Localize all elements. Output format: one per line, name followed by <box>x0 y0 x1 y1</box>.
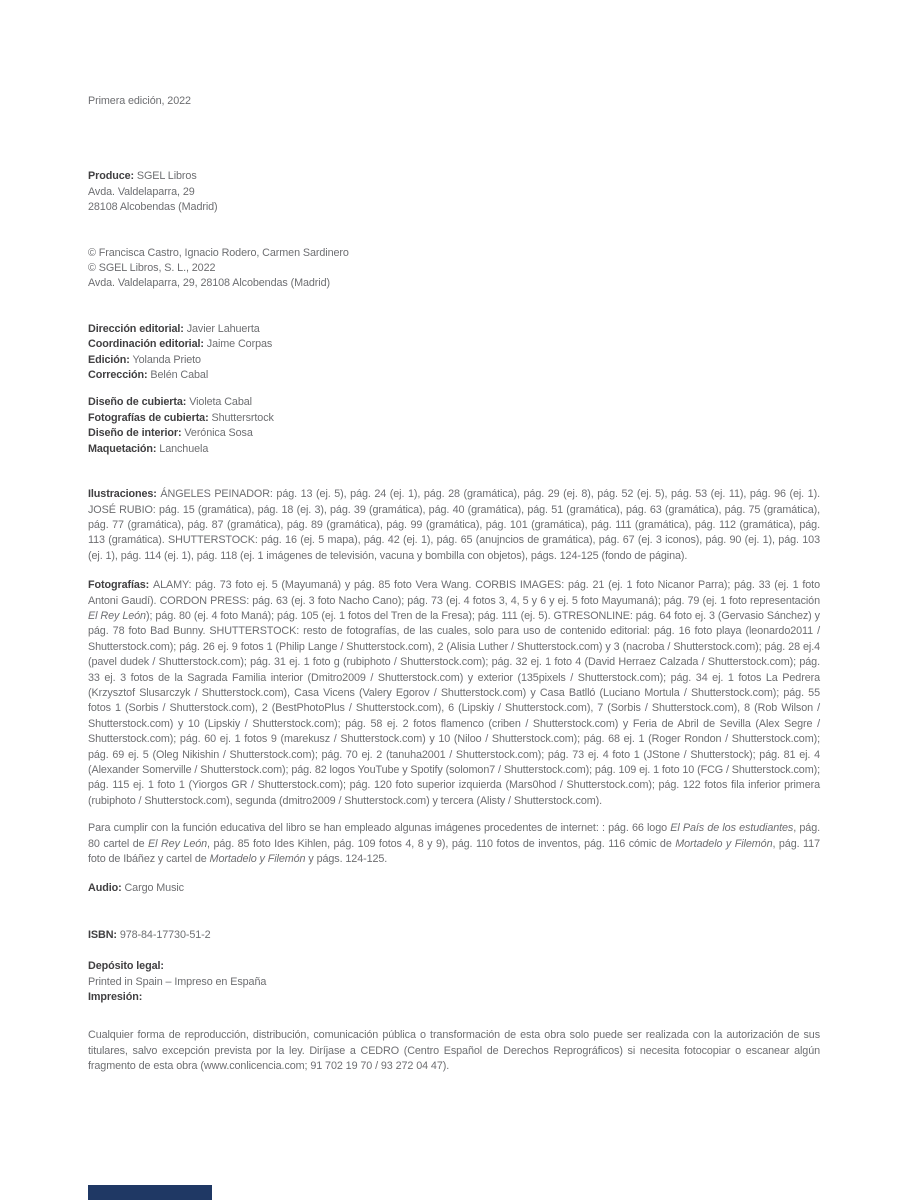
illustrations-paragraph: Ilustraciones: ÁNGELES PEINADOR: pág. 13 (ej. 5), pág. 24 (ej. 1), pág. 28 (gramática), pág. 29 (ej. 8), pág. 52 (ej. 5), pág. 53 (ej. 11), pág. 96 (ej. 1). JOSÉ RUBIO: pág. 15 (gramática), pág. 18 (ej. 3), pág. 39 (gramática), pág. 40 (gramática), pág. 51 (gramática), pág. 63 (gramática), pág. 75 (gramática), pág. 77 (gramática), pág. 87 (gramática), pág. 89 (gramática), pág. 99 (gramática), pág. 101 (gramática), pág. 111 (gramática), pág. 112 (gramática), pág. 113 (gramática). SHUTTERSTOCK: pág. 16 (ej. 5 mapa), pág. 42 (ej. 1), pág. 65 (anujncios de gramática), pág. 67 (ej. 3 iconos), pág. 90 (ej. 1), pág. 103 (ej. 1), pág. 114 (ej. 1), pág. 118 (ej. 1 imágenes de televisión, vacuna y bombilla con objetos), págs. 124-125 (fondo de página). <box>88 488 820 562</box>
credit-label: Fotografías de cubierta: <box>88 411 209 424</box>
copyright-line-3: Avda. Valdelaparra, 29, 28108 Alcobendas (Madrid) <box>88 277 330 290</box>
credit-row-edicion <box>88 353 820 368</box>
editorial-credits-block <box>88 322 820 384</box>
producer-label: Produce: <box>88 170 134 183</box>
credit-value: Jaime Corpas <box>206 338 273 351</box>
photographs-paragraph: Fotografías: ALAMY: pág. 73 foto ej. 5 (Mayumaná) y pág. 85 foto Vera Wang. CORBIS IMAGES: pág. 21 (ej. 1 foto Nicanor Parra); pág. 33 (ej. 1 foto Antoni Gaudí). CORDON PRESS: pág. 63 (ej. 3 foto Nacho Cano); pág. 73 (ej. 4 fotos 3, 4, 5 y 6 y ej. 5 foto Mayumaná); pág. 79 (ej. 1 foto representación El Rey León); pág. 80 (ej. 4 foto Maná); pág. 105 (ej. 1 fotos del Tren de la Fresa); pág. 111 (ej. 5). GTRESONLINE: pág. 64 foto ej. 3 (Gervasio Sánchez) y pág. 78 foto Bad Bunny. SHUTTERSTOCK: resto de fotografías, de las cuales, solo para uso de contenido editorial: pág. 16 foto playa (leonardo2011 / Shutterstock.com); pág. 26 ej. 9 fotos 1 (Philip Lange / Shutterstock.com), 2 (Alisia Luther / Shutterstock.com) y 3 (nacroba / Shutterstock.com); pág. 28 ej.4 (pavel dudek / Shutterstock.com); pág. 31 ej. 1 foto g (rubiphoto / Shutterstock.com); pág. 32 ej. 1 foto 4 (David Herraez Calzada / Shutterstock.com); pág. 33 ej. 3 fotos de la Sagrada Familia interior (Dmitro2009 / Shutterstock.com) y exterior (135pixels / Shutterstock.com); pág. 34 ej. 1 fotos La Pedrera (Krzysztof Slusarczyk / Shutterstock.com), Casa Vicens (Valery Egorov / Shutterstock.com) y Casa Batlló (Luciano Mortula / Shutterstock.com); pág. 55 fotos 1 (Sorbis / Shutterstock.com), 2 (BestPhotoPlus / Shutterstock.com), 6 (Lipskiy / Shutterstock.com), 7 (Sorbis / Shutterstock.com), 8 (Rob Wilson / Shutterstock.com) y 10 (Lipskiy / Shutterstock.com); pág. 58 ej. 2 fotos flamenco (criben / Shutterstock.com) y Feria de Abril de Sevilla (Alex Segre / Shutterstock.com); pág. 60 ej. 1 fotos 9 (marekusz / Shutterstock.com) y 10 (Niloo / Shutterstock.com); pág. 68 ej. 1 (Roger Rondon / Shutterstock.com); pág. 69 ej. 5 (Oleg Nikishin / Shutterstock.com); pág. 70 ej. 2 (tanuha2001 / Shutterstock.com); pág. 73 ej. 4 foto 1 (JStone / Shutterstock); pág. 81 ej. 4 (Alexander Somerville / Shutterstock.com); pág. 82 logos YouTube y Spotify (solomon7 / Shutterstock.com); pág. 109 ej. 1 foto 10 (FCG / Shutterstock.com); pág. 115 ej. 1 foto 1 (Yiorgos GR / Shutterstock.com); pág. 120 foto superior izquierda (Mars0hod / Shutterstock.com); pág. 122 fotos fila inferior primera (rubiphoto / Shutterstock.com), segunda (dmitro2009 / Shutterstock.com) y tercera (Alisty / Shutterstock.com). <box>88 579 820 807</box>
credit-row-coordinacion <box>88 337 820 352</box>
credit-row-maquetacion <box>88 442 820 457</box>
isbn-label: ISBN: <box>88 928 117 941</box>
printed-in-line: Printed in Spain – Impreso en España <box>88 975 267 988</box>
producer-address-line-2: 28108 Alcobendas (Madrid) <box>88 201 218 214</box>
audio-credit <box>88 881 820 896</box>
producer-line <box>88 169 820 184</box>
audio-label: Audio: <box>88 882 122 895</box>
credit-label: Edición: <box>88 353 130 366</box>
credit-value: Violeta Cabal <box>189 396 252 409</box>
credit-value: Belén Cabal <box>150 369 209 382</box>
credit-label: Corrección: <box>88 369 148 382</box>
credit-label: Diseño de interior: <box>88 427 182 440</box>
credit-label: Dirección editorial: <box>88 322 184 335</box>
edition-note: Primera edición, 2022 <box>88 95 191 107</box>
credit-value: Verónica Sosa <box>184 427 253 440</box>
credit-label: Diseño de cubierta: <box>88 396 187 409</box>
credit-row-fotografias-cubierta <box>88 411 820 426</box>
credit-value: Javier Lahuerta <box>186 322 260 335</box>
credit-value: Yolanda Prieto <box>132 353 201 366</box>
legal-notice-paragraph: Cualquier forma de reproducción, distribución, comunicación pública o transformación de esta obra solo puede ser realizada con la autorización de sus titulares, salvo excepción prevista por la ley. Diríjase a CEDRO (Centro Español de Derechos Reprográficos) si necesita fotocopiar o escanear algún fragmento de esta obra (www.conlicencia.com; 91 702 19 70 / 93 272 04 47). <box>88 1029 820 1073</box>
legal-deposit-block <box>88 959 820 1005</box>
design-credits-block <box>88 395 820 457</box>
producer-block <box>88 169 820 215</box>
credit-row-cubierta <box>88 395 820 410</box>
legal-deposit-label: Depósito legal: <box>88 960 164 973</box>
credit-label: Coordinación editorial: <box>88 338 204 351</box>
credit-row-direccion <box>88 322 820 337</box>
producer-address-line-1: Avda. Valdelaparra, 29 <box>88 185 195 198</box>
footer-accent-bar <box>88 1185 212 1200</box>
copyright-line-1: © Francisca Castro, Ignacio Rodero, Carmen Sardinero <box>88 246 349 259</box>
isbn-row <box>88 928 820 943</box>
copyright-block <box>88 246 820 292</box>
audio-value: Cargo Music <box>124 882 184 895</box>
page-content <box>88 94 820 1075</box>
impression-label: Impresión: <box>88 991 143 1004</box>
credit-row-correccion <box>88 368 820 383</box>
credit-label: Maquetación: <box>88 442 157 455</box>
credit-value: Lanchuela <box>159 442 209 455</box>
isbn-value: 978-84-17730-51-2 <box>119 928 211 941</box>
copyright-line-2: © SGEL Libros, S. L., 2022 <box>88 262 216 275</box>
credit-row-interior <box>88 426 820 441</box>
producer-name: SGEL Libros <box>136 170 197 183</box>
credit-value: Shuttersrtock <box>211 411 274 424</box>
internet-sources-paragraph: Para cumplir con la función educativa del libro se han empleado algunas imágenes procedentes de internet: : pág. 66 logo El País de los estudiantes, pág. 80 cartel de El Rey León, pág. 85 foto Ides Kihlen, pág. 109 fotos 4, 8 y 9), pág. 110 fotos de inventos, pág. 116 cómic de Mortadelo y Filemón, pág. 117 foto de Ibáñez y cartel de Mortadelo y Filemón y págs. 124-125. <box>88 822 821 866</box>
